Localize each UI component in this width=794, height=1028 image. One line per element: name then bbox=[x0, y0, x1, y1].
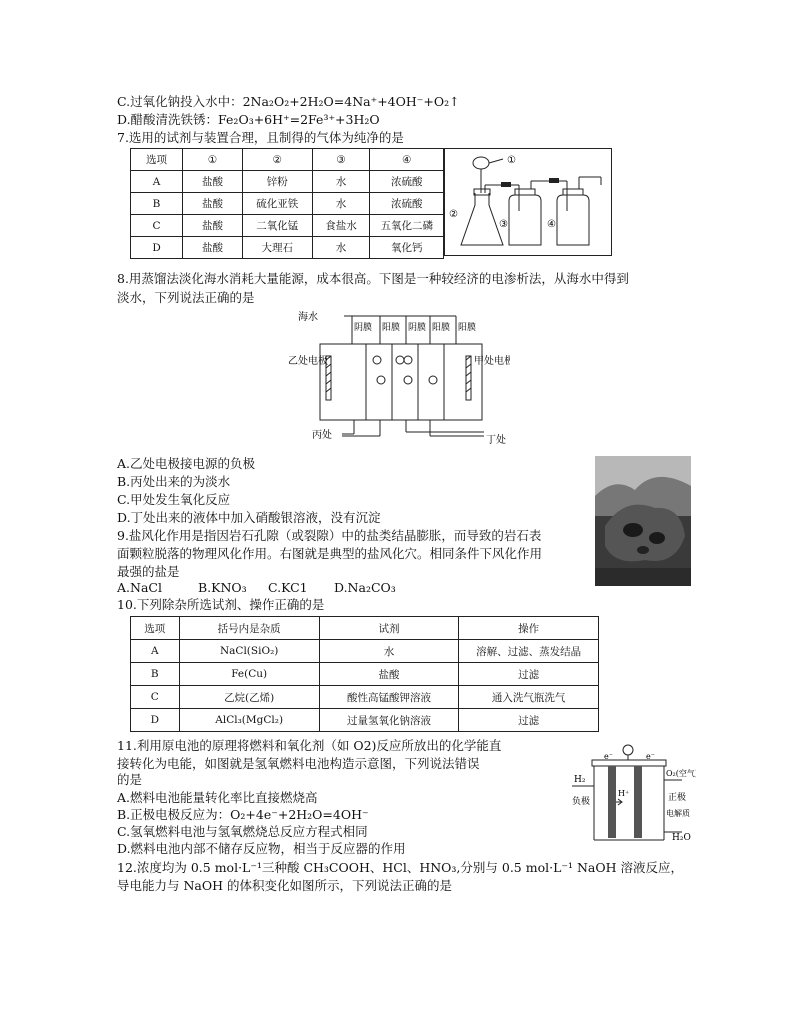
table-cell: A bbox=[131, 171, 183, 193]
table-row bbox=[131, 237, 444, 259]
table-header-cell: ④ bbox=[370, 149, 444, 171]
q11-stem-line2: 接转化为电能，如图就是氢氧燃料电池构造示意图，下列说法错误 bbox=[117, 756, 480, 771]
h2o-label: H₂O bbox=[672, 833, 691, 843]
table-header-cell: 试剂 bbox=[319, 617, 459, 640]
table-cell: 乙烷(乙烯) bbox=[179, 686, 319, 709]
table-cell: 水 bbox=[312, 193, 370, 215]
q10-stem: 10.下列除杂所选试剂、操作正确的是 bbox=[117, 597, 325, 612]
membrane-label-4: 阳膜 bbox=[432, 323, 451, 333]
membrane-label-1: 阴膜 bbox=[354, 323, 373, 333]
membrane-label-5: 阳膜 bbox=[458, 323, 477, 333]
table-cell: 过量氢氧化钠溶液 bbox=[319, 709, 459, 732]
table-cell: 盐酸 bbox=[319, 663, 459, 686]
table-cell: B bbox=[131, 193, 183, 215]
table-cell: 酸性高锰酸钾溶液 bbox=[319, 686, 459, 709]
table-cell: 水 bbox=[312, 171, 370, 193]
table-header-cell: ① bbox=[183, 149, 243, 171]
fig-label-3: ③ bbox=[499, 219, 508, 230]
table-cell: 五氧化二磷 bbox=[370, 215, 444, 237]
table-cell: 过滤 bbox=[459, 709, 599, 732]
q8-option-b: B.丙处出来的为淡水 bbox=[117, 474, 231, 489]
h2-label: H₂ bbox=[574, 775, 586, 785]
q11-option-c: C.氢氧燃料电池与氢氧燃烧总反应方程式相同 bbox=[117, 824, 368, 839]
table-header-cell: 操作 bbox=[459, 617, 599, 640]
q9-option-c: C.KC1 bbox=[268, 580, 308, 595]
fuel-cell-diagram bbox=[572, 742, 696, 846]
q9-option-b: B.KNO₃ bbox=[198, 580, 247, 595]
table-cell: 通入洗气瓶洗气 bbox=[459, 686, 599, 709]
electron-left-label: e⁻ bbox=[604, 752, 613, 761]
table-cell: 盐酸 bbox=[183, 215, 243, 237]
outlet-right-label: 丁处 bbox=[486, 435, 506, 446]
q7-stem: 7.选用的试剂与装置合理，且制得的气体为纯净的是 bbox=[117, 130, 404, 145]
q10-table bbox=[130, 616, 599, 732]
q9-stem-line3: 最强的盐是 bbox=[117, 564, 180, 579]
table-cell: 溶解、过滤、蒸发结晶 bbox=[459, 640, 599, 663]
table-cell: 盐酸 bbox=[183, 193, 243, 215]
table-header-cell: 选项 bbox=[131, 149, 183, 171]
membrane-label-3: 阴膜 bbox=[408, 323, 427, 333]
table-header-cell: 选项 bbox=[131, 617, 180, 640]
table-cell: 硫化亚铁 bbox=[242, 193, 312, 215]
table-row bbox=[131, 663, 599, 686]
fig-label-1: ① bbox=[507, 155, 516, 166]
table-cell: 盐酸 bbox=[183, 171, 243, 193]
table-row bbox=[131, 640, 599, 663]
table-cell: 锌粉 bbox=[242, 171, 312, 193]
table-header-cell: ② bbox=[242, 149, 312, 171]
q11-option-b: B.正极电极反应为：O₂+4e⁻+2H₂O=4OH⁻ bbox=[117, 807, 369, 822]
q12-stem-line2: 导电能力与 NaOH 的体积变化如图所示，下列说法正确的是 bbox=[117, 878, 452, 893]
table-cell: 盐酸 bbox=[183, 237, 243, 259]
q11-option-d: D.燃料电池内部不储存反应物，相当于反应器的作用 bbox=[117, 841, 406, 856]
electrodialysis-diagram bbox=[288, 308, 510, 448]
table-cell: AlCl₃(MgCl₂) bbox=[179, 709, 319, 732]
left-electrode-label: 乙处电极 bbox=[288, 356, 328, 367]
q9-option-d: D.Na₂CO₃ bbox=[334, 580, 396, 595]
table-cell: 水 bbox=[312, 237, 370, 259]
table-cell: 氧化钙 bbox=[370, 237, 444, 259]
gas-apparatus-diagram bbox=[445, 149, 611, 255]
table-cell: 浓硫酸 bbox=[370, 193, 444, 215]
table-row bbox=[131, 686, 599, 709]
q8-electrodialysis-figure bbox=[288, 308, 510, 448]
table-cell: D bbox=[131, 709, 180, 732]
table-cell: C bbox=[131, 215, 183, 237]
q8-stem-line1: 8.用蒸馏法淡化海水消耗大量能源，成本很高。下图是一种较经济的电渗析法，从海水中得到 bbox=[117, 271, 629, 286]
q11-fuel-cell-figure bbox=[572, 742, 696, 846]
q11-option-a: A.燃料电池能量转化率比直接燃烧高 bbox=[117, 790, 318, 805]
q8-option-c: C.甲处发生氧化反应 bbox=[117, 492, 231, 507]
q8-option-a: A.乙处电极接电源的负极 bbox=[117, 456, 256, 471]
q7-apparatus-figure bbox=[444, 148, 612, 256]
rock-photo-illustration bbox=[595, 456, 691, 586]
prev-option-d: D.醋酸清洗铁锈：Fe₂O₃+6H⁺=2Fe³⁺+3H₂O bbox=[117, 112, 380, 127]
table-row bbox=[131, 215, 444, 237]
right-electrode-label: 甲处电极 bbox=[474, 356, 510, 367]
q9-stem-line2: 面颗粒脱落的物理风化作用。右图就是典型的盐风化穴。相同条件下风化作用 bbox=[117, 546, 543, 561]
negative-electrode-label: 负极 bbox=[572, 797, 591, 807]
electron-right-label: e⁻ bbox=[646, 752, 655, 761]
table-row bbox=[131, 709, 599, 732]
table-row bbox=[131, 193, 444, 215]
table-row bbox=[131, 617, 599, 640]
positive-electrode-label: 正极 bbox=[668, 793, 687, 803]
q11-stem-line1: 11.利用原电池的原理将燃料和氧化剂（如 O2)反应所放出的化学能直 bbox=[117, 738, 502, 753]
table-cell: Fe(Cu) bbox=[179, 663, 319, 686]
fig-label-4: ④ bbox=[547, 219, 556, 230]
h-ion-label: H⁺ bbox=[618, 789, 630, 798]
electrolyte-label: 电解质 bbox=[666, 809, 690, 818]
table-cell: NaCl(SiO₂) bbox=[179, 640, 319, 663]
table-cell: 大理石 bbox=[242, 237, 312, 259]
q8-option-d: D.丁处出来的液体中加入硝酸银溶液，没有沉淀 bbox=[117, 510, 381, 525]
q8-stem-line2: 淡水，下列说法正确的是 bbox=[117, 290, 255, 305]
table-row bbox=[131, 149, 444, 171]
table-cell: 二氧化锰 bbox=[242, 215, 312, 237]
table-cell: 浓硫酸 bbox=[370, 171, 444, 193]
seawater-label: 海水 bbox=[298, 312, 318, 323]
table-cell: 过滤 bbox=[459, 663, 599, 686]
q9-stem-line1: 9.盐风化作用是指因岩石孔隙（或裂隙）中的盐类结晶膨胀，而导致的岩石表 bbox=[117, 528, 542, 543]
outlet-left-label: 丙处 bbox=[312, 430, 332, 441]
q11-stem-line3: 的是 bbox=[117, 772, 143, 787]
table-cell: A bbox=[131, 640, 180, 663]
table-cell: B bbox=[131, 663, 180, 686]
membrane-label-2: 阳膜 bbox=[382, 323, 401, 333]
table-cell: C bbox=[131, 686, 180, 709]
table-cell: 水 bbox=[319, 640, 459, 663]
table-row bbox=[131, 171, 444, 193]
table-cell: 食盐水 bbox=[312, 215, 370, 237]
q7-table bbox=[130, 148, 444, 259]
salt-weathering-photo bbox=[595, 456, 691, 586]
table-cell: D bbox=[131, 237, 183, 259]
prev-option-c: C.过氧化钠投入水中：2Na₂O₂+2H₂O=4Na⁺+4OH⁻+O₂↑ bbox=[117, 94, 460, 109]
q9-option-a: A.NaCl bbox=[117, 580, 162, 595]
o2-label: O₂(空气) bbox=[666, 769, 696, 778]
table-header-cell: 括号内是杂质 bbox=[179, 617, 319, 640]
table-header-cell: ③ bbox=[312, 149, 370, 171]
q12-stem-line1: 12.浓度均为 0.5 mol·L⁻¹三种酸 CH₃COOH、HCl、HNO₃,分别与 0.5 mol·L⁻¹ NaOH 溶液反应， bbox=[117, 860, 683, 875]
fig-label-2: ② bbox=[449, 209, 458, 220]
